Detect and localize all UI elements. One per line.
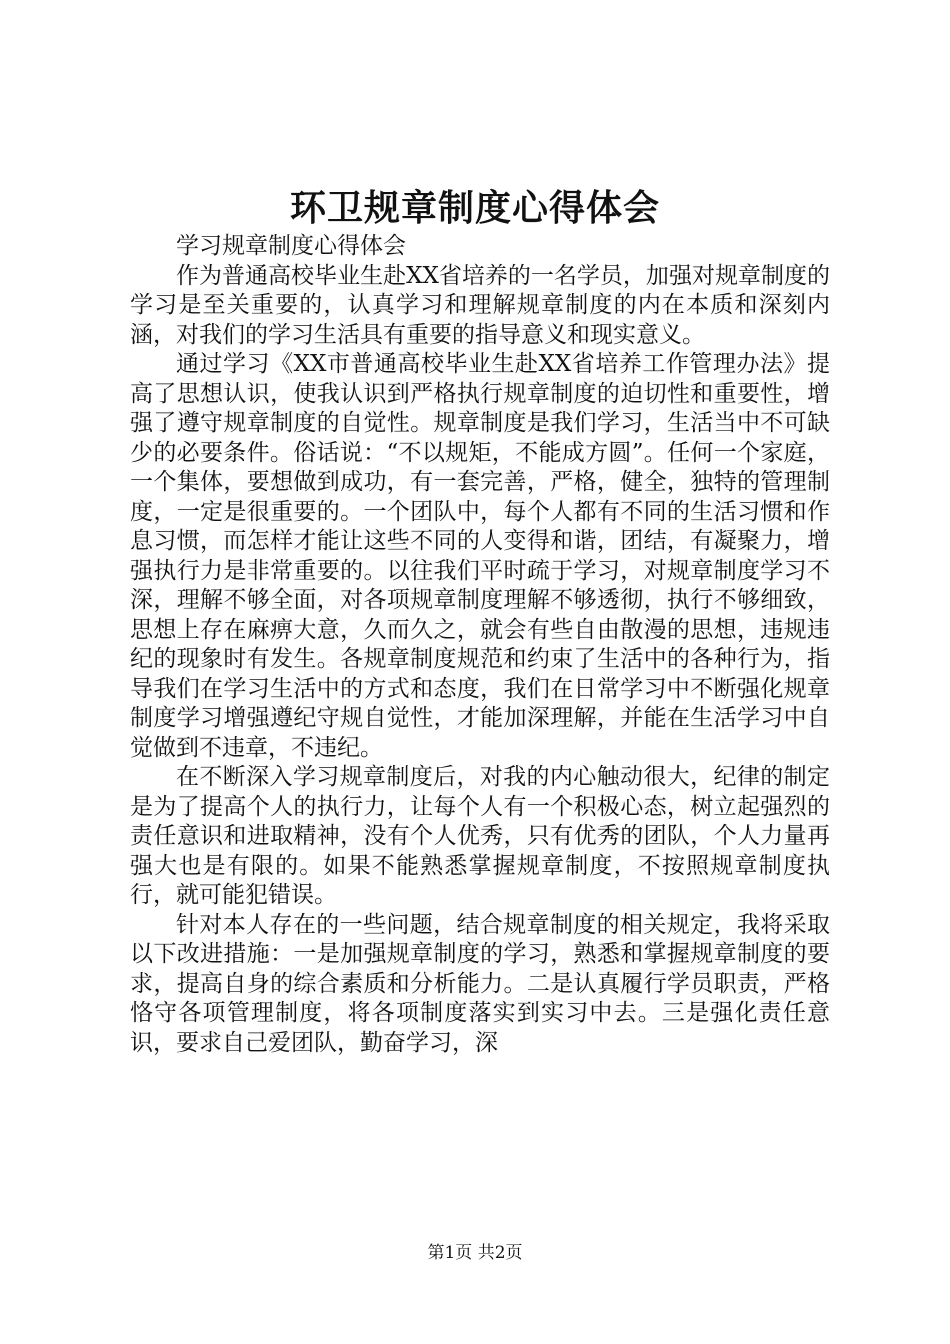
paragraph-subtitle: 学习规章制度心得体会 (176, 233, 406, 259)
page-footer: 第1页 共2页 (427, 1243, 523, 1263)
paragraph: 作为普通高校毕业生赴XX省培养的一名学员，加强对规章制度的学习是至关重要的，认真学习和理解规章制度的内在本质和深刻内涵，对我们的学习生活具有重要的指导意义和现实意义。 (130, 262, 830, 348)
paragraph: 通过学习《XX市普通高校毕业生赴XX省培养工作管理办法》提高了思想认识，使我认识到严格执行规章制度的迫切性和重要性，增强了遵守规章制度的自觉性。规章制度是我们学习，生活当中不可缺少的必要条件。俗话说：“不以规矩，不能成方圆”。任何一个家庭，一个集体，要想做到成功，有一套完善，严格，健全，独特的管理制度，一定是很重要的。一个团队中，每个人都有不同的生活习惯和作息习惯，而怎样才能让这些不同的人变得和谐，团结，有凝聚力，增强执行力是非常重要的。以往我们平时疏于学习，对规章制度学习不深，理解不够全面，对各项规章制度理解不够透彻，执行不够细致，思想上存在麻痹大意，久而久之，就会有些自由散漫的思想，违规违纪的现象时有发生。各规章制度规范和约束了生活中的各种行为，指导我们在学习生活中的方式和态度，我们在日常学习中不断强化规章制度学习增强遵纪守规自觉性，才能加深理解，并能在生活学习中自觉做到不违章，不违纪。 (130, 351, 830, 761)
document-body (130, 232, 830, 1058)
paragraph: 在不断深入学习规章制度后，对我的内心触动很大，纪律的制定是为了提高个人的执行力，让每个人有一个积极心态，树立起强烈的责任意识和进取精神，没有个人优秀，只有优秀的团队，个人力量再强大也是有限的。如果不能熟悉掌握规章制度，不按照规章制度执行，就可能犯错误。 (130, 764, 830, 908)
paragraph: 针对本人存在的一些问题，结合规章制度的相关规定，我将采取以下改进措施：一是加强规章制度的学习，熟悉和掌握规章制度的要求，提高自身的综合素质和分析能力。二是认真履行学员职责，严格恪守各项管理制度，将各项制度落实到实习中去。三是强化责任意识，要求自己爱团队，勤奋学习，深 (130, 911, 830, 1056)
document-title: 环卫规章制度心得体会 (289, 187, 660, 229)
